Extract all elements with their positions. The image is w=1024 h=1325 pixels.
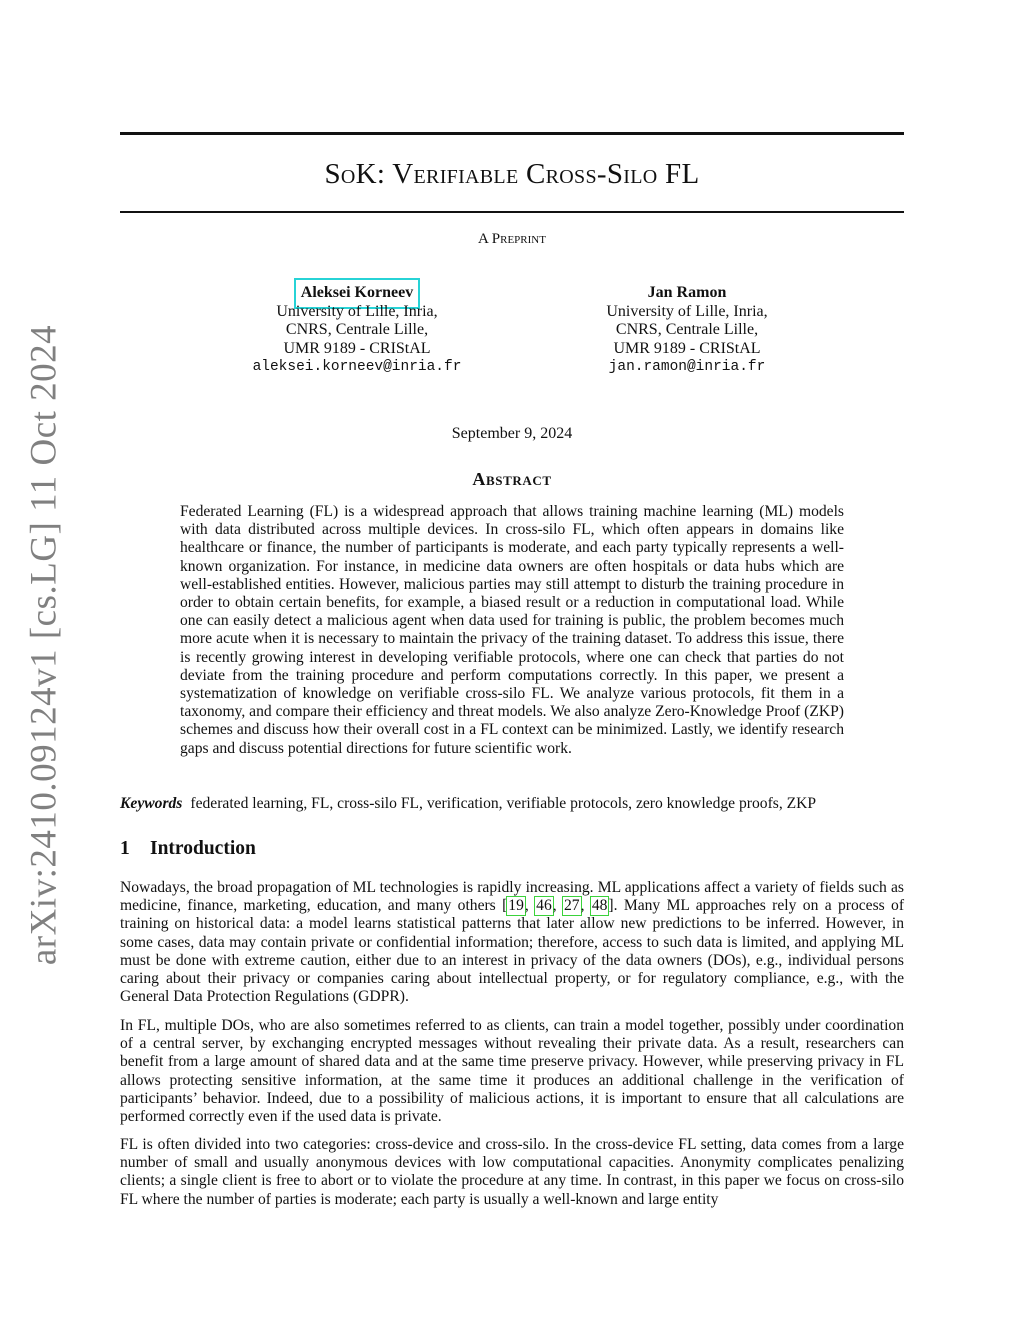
citation-link[interactable]: 46 (536, 897, 552, 915)
keywords-text: federated learning, FL, cross-silo FL, verification, verifiable protocols, zero knowledge proofs, ZKP (190, 795, 817, 812)
author-block-1 (227, 284, 487, 377)
author-name: Jan Ramon (647, 284, 727, 301)
section-heading (120, 838, 256, 860)
keywords-line (120, 795, 904, 813)
paper-date: September 9, 2024 (451, 425, 573, 442)
author-affiliation-line: UMR 9189 - CRIStAL (613, 339, 761, 357)
section-title: Introduction (150, 838, 256, 859)
author-affiliation-line: University of Lille, Inria, (276, 302, 438, 320)
abstract-text: Federated Learning (FL) is a widespread approach that allows training machine learning (ML) models with data distributed across multiple devices. In cross-silo FL, which often appears in domains like healthcare or finance, the number of participants is moderate, and each party typically represents a well-known organization. For instance, in medicine data owners are often hospitals or data hubs which are well-established entities. However, malicious parties may still attempt to disturb the training procedure in order to obtain certain benefits, for example, a biased result or a reduction in computational load. While one can easily detect a malicious agent when data used for training is public, the problem becomes much more acute when it is necessary to maintain the privacy of the training dataset. To address this issue, there is recently growing interest in developing verifiable protocols, where one can check that parties do not deviate from the training procedure and perform computations correctly. In this paper, we present a systematization of knowledge on verifiable cross-silo FL. We analyze various protocols, fit them in a taxonomy, and compare their efficiency and threat models. We also analyze Zero-Knowledge Proof (ZKP) schemes and discuss how their overall cost in a FL context can be minimized. Lastly, we identify research gaps and discuss potential directions for future scientific work. (180, 503, 844, 757)
author-affiliation-line: UMR 9189 - CRIStAL (283, 339, 431, 357)
author-email: jan.ramon@inria.fr (608, 359, 766, 375)
intro-paragraph-2: In FL, multiple DOs, who are also sometimes referred to as clients, can train a model together, possibly under coordination of a central server, by exchanging encrypted messages without revealing their private data. As a result, researchers can benefit from a large amount of shared data and at the same time preserve privacy. However, while preserving privacy in FL allows protecting sensitive information, at the same time it produces an additional challenge in the verification of participants’ behavior. Indeed, due to a possibility of malicious actions, it is important to ensure that all calculations are performed correctly even if the used data is private. (120, 1017, 904, 1126)
title-rule-bottom (120, 211, 904, 213)
citation-link[interactable]: 27 (563, 897, 580, 915)
preprint-label: A Preprint (478, 231, 546, 247)
paragraph-text: Nowadays, the broad propagation of ML technologies is rapidly increasing. ML applications affect a variety of fields such as medicine, finance, marketing, education, and many others [ (120, 879, 904, 915)
citation-link[interactable]: 19 (508, 897, 524, 915)
author-affiliation-line: CNRS, Centrale Lille, (615, 321, 759, 338)
author-email: aleksei.korneev@inria.fr (252, 359, 462, 375)
intro-paragraph-1: Nowadays, the broad propagation of ML technologies is rapidly increasing. ML applications affect a variety of fields such as medicine, finance, marketing, education, and many others [19, 46, 27, 48]. Many ML approaches rely on a process of training on historical data: a model learns statistical patterns that later allow new predictions to be inferred. However, in some cases, data may contain private or confidential information; therefore, access to such data is limited, and applying ML must be done with extreme caution, either due to an interest in privacy of the data owners (DOs), e.g., individual persons caring about their privacy or companies caring about intellectual property, or for regulatory compliance, e.g., with the General Data Protection Regulations (GDPR). (120, 879, 905, 1006)
section-number: 1 (120, 838, 130, 859)
author-name[interactable]: Aleksei Korneev (300, 284, 414, 301)
intro-paragraph-3: FL is often divided into two categories: cross-device and cross-silo. In the cross-device FL setting, data comes from a large number of small and usually anonymous devices with low computational capacities. Anonymity complicates penalizing clients; a single client is free to abort or to violate the procedure at any time. In contrast, in this paper we focus on cross-silo FL where the number of parties is moderate; each party is usually a well-known and large entity (120, 1136, 904, 1208)
arxiv-identifier: arXiv:2410.09124v1 [cs.LG] 11 Oct 2024 (23, 324, 65, 966)
author-block-2 (557, 284, 817, 377)
abstract-heading: Abstract (472, 469, 552, 489)
paragraph-text: ]. Many ML approaches rely on a process of training on historical data: a model learns statistical patterns that later allow new predictions to be inferred. However, in some cases, data may contain private or confidential information; therefore, access to such data is limited, and applying ML must be done with extreme caution, either due to an interest in privacy of the data owners (DOs), e.g., individual persons caring about their privacy or companies caring about intellectual property, or for regulatory compliance, e.g., with the General Data Protection Regulations (GDPR). (120, 897, 905, 1006)
author-affiliation-line: University of Lille, Inria, (606, 302, 768, 320)
citation-link[interactable]: 48 (591, 897, 608, 915)
keywords-label: Keywords (120, 795, 183, 812)
title-rule-top (120, 132, 904, 135)
paper-title: SoK: Verifiable Cross-Silo FL (324, 158, 700, 190)
author-affiliation-line: CNRS, Centrale Lille, (285, 321, 429, 338)
